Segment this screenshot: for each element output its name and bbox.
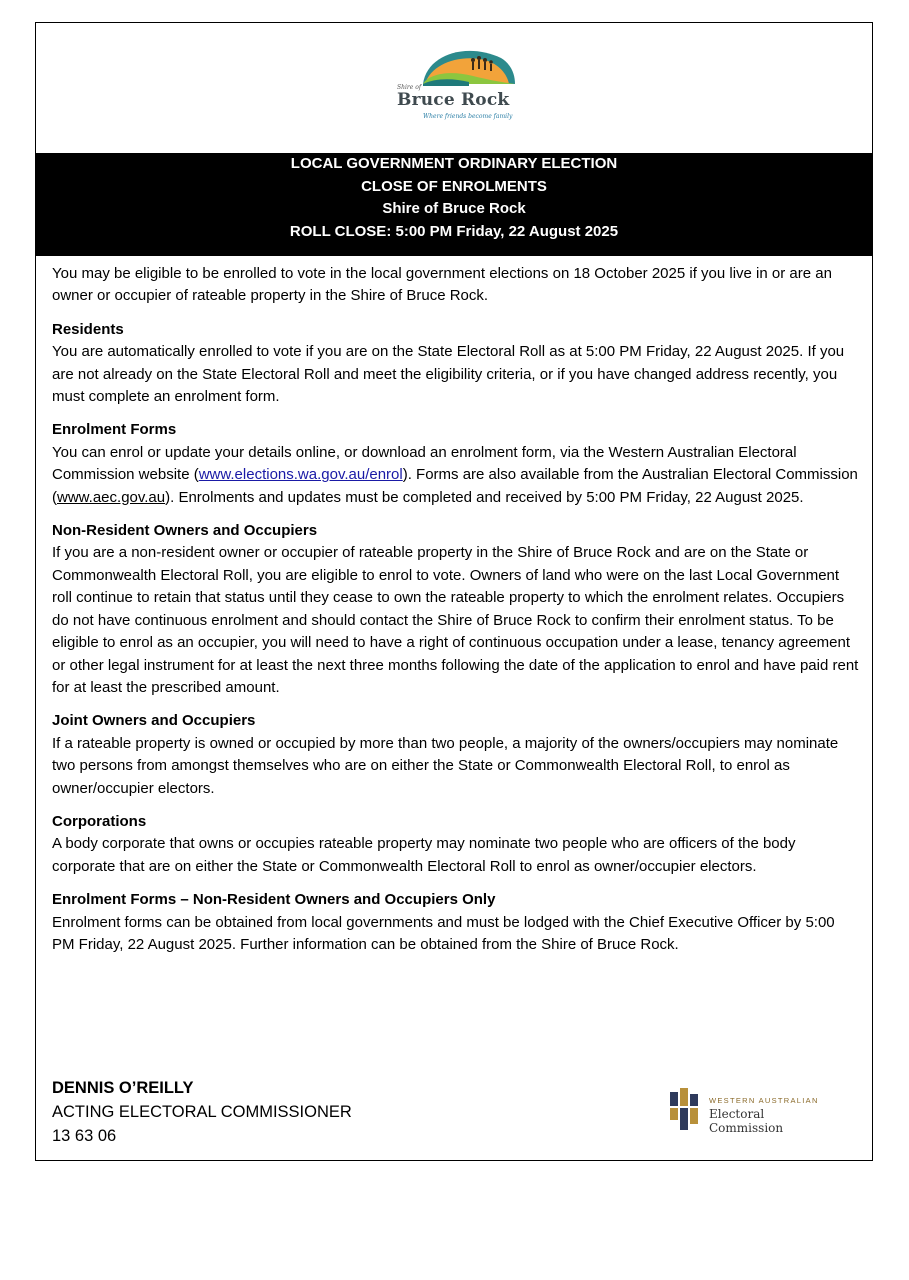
non-resident-body: If you are a non-resident owner or occupier of rateable property in the Shire of Bruce Rock and are on the State or Commonwealth Electoral Roll, you are eligible to enrol to vote. Owners of land who were on the last Local Government roll continue to retain that status until they cease to own the rateable property to which the enrolment relates. Occupiers do not have continuous enrolment and should contact the Shire of Bruce Rock to confirm their enrolment status. To be eligible to enrol as an occupier, you will need to have a right of continuous occupation under a lease, tenancy agreement or other legal instrument for at least the next three months following the date of the application to enrol and have paid rent for at least the prescribed amount. — [52, 544, 859, 696]
banner-line-3: Shire of Bruce Rock — [382, 200, 526, 217]
banner-line-4: ROLL CLOSE: 5:00 PM Friday, 22 August 2025 — [289, 222, 619, 240]
corporations-body: A body corporate that owns or occupies rateable property may nominate two people who are officers of the body corporate that are on either the State or Commonwealth Electoral Roll to enrol as owner/occupier electors. — [52, 835, 796, 875]
enrolment-forms-text-a: You can enrol or update your details online, or download an enrolment form, via the Western Australian Electoral Commission website ( — [52, 443, 797, 484]
logo-tagline: Where friends become family — [423, 113, 513, 120]
shire-logo-icon — [389, 40, 519, 90]
non-resident-heading: Non-Resident Owners and Occupiers — [52, 522, 318, 540]
banner-line-1: LOCAL GOVERNMENT ORDINARY ELECTION — [290, 155, 618, 172]
joint-owners-section — [52, 710, 860, 800]
waec-enrol-link[interactable]: www.elections.wa.gov.au/enrol — [198, 466, 403, 484]
enrolment-forms-text-b: ). Forms are also available from the Australian Electoral Commission ( — [52, 466, 858, 506]
contact-phone: 13 63 06 — [52, 1127, 117, 1145]
waec-line-2: Electoral Commission — [709, 1107, 784, 1135]
waec-line-1: WESTERN AUSTRALIAN — [709, 1096, 819, 1105]
title-banner — [36, 153, 872, 256]
waec-logo — [668, 1084, 838, 1134]
corporations-heading: Corporations — [52, 812, 147, 830]
residents-section — [52, 319, 860, 409]
residents-heading: Residents — [52, 320, 124, 338]
commissioner-name: DENNIS O’REILLY — [52, 1079, 194, 1097]
enrolment-forms-heading: Enrolment Forms — [52, 421, 177, 439]
non-resident-section — [52, 520, 860, 699]
joint-owners-heading: Joint Owners and Occupiers — [52, 712, 256, 730]
logo-small-text: Shire of — [397, 84, 422, 91]
notice-body — [52, 263, 860, 967]
non-resident-forms-heading: Enrolment Forms – Non-Resident Owners and Occupiers Only — [52, 891, 496, 909]
commissioner-title: ACTING ELECTORAL COMMISSIONER — [52, 1103, 352, 1121]
enrolment-forms-text-c: ). Enrolments and updates must be completed and received by 5:00 PM Friday, 22 August 2025. — [165, 488, 804, 506]
non-resident-forms-section — [52, 889, 860, 956]
non-resident-forms-body: Enrolment forms can be obtained from local governments and must be lodged with the Chief Executive Officer by 5:00 PM Friday, 22 August 2025. Further information can be obtained from the Shire of Bruce Rock. — [52, 913, 835, 953]
joint-owners-body: If a rateable property is owned or occupied by more than two people, a majority of the owners/occupiers may nominate two persons from amongst themselves who are on either the State or Commonwealth Electoral Roll, to enrol as owner/occupier electors. — [52, 734, 839, 797]
banner-line-2: CLOSE OF ENROLMENTS — [361, 177, 547, 195]
shire-logo — [389, 40, 519, 126]
logo-name: Bruce Rock — [397, 90, 510, 110]
waec-emblem-icon — [668, 1086, 700, 1132]
residents-body: You are automatically enrolled to vote if you are on the State Electoral Roll as at 5:00 PM Friday, 22 August 2025. If you are not already on the State Electoral Roll and meet the eligibility criteria, or if you have changed address recently, you must complete an enrolment form. — [52, 343, 845, 406]
aec-link[interactable]: www.aec.gov.au — [57, 488, 166, 506]
intro-paragraph: You may be eligible to be enrolled to vote in the local government elections on 18 October 2025 if you live in or are an owner or occupier of rateable property in the Shire of Bruce Rock. — [52, 265, 832, 305]
signature-block — [52, 1076, 352, 1148]
enrolment-forms-section — [52, 419, 860, 509]
corporations-section — [52, 811, 860, 878]
